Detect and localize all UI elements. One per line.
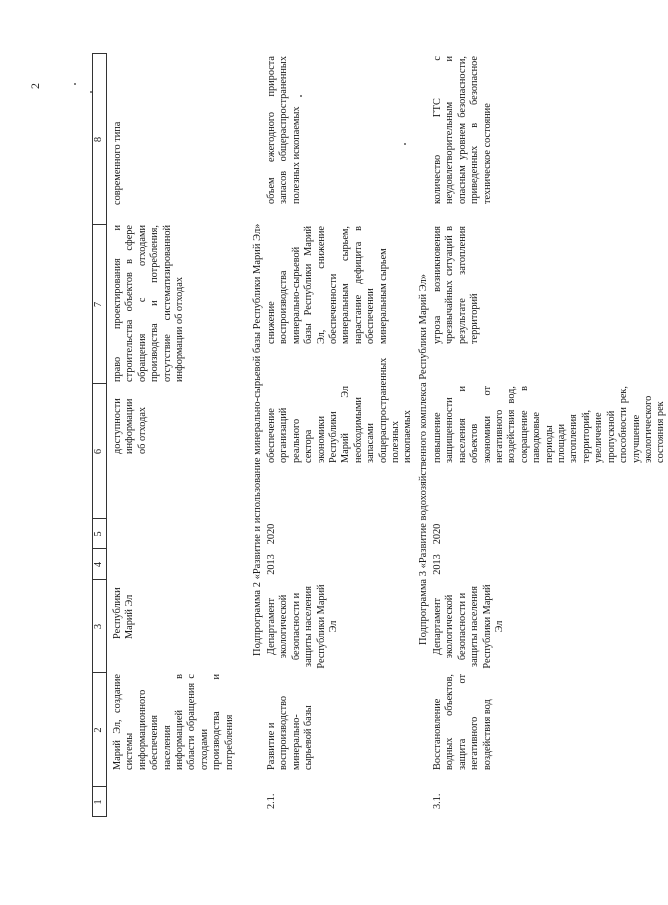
row-2-1-result: обеспечение организаций реального сектора экономики Республики Марий Эл необходимыми запасами общераспространенных полезных ископаемых: [266, 357, 414, 463]
row-3-1-number: 3.1.: [432, 793, 443, 809]
row-continuation-indicator: современного типа: [112, 121, 123, 205]
scan-speck: [90, 91, 92, 93]
column-header-4: 4: [93, 561, 104, 568]
row-2-1-indicator: объем ежегодного прироста запасов общераспространенных полезных ископаемых: [266, 56, 302, 204]
subprogram-3-heading: Подпрограмма 3 «Развитие водохозяйственного комплекса Республики Марий Эл»: [418, 273, 429, 645]
scan-speck: [74, 83, 76, 85]
column-header-1: 1: [93, 799, 104, 805]
column-header-8: 8: [93, 136, 104, 143]
header-bottom-border: [106, 53, 107, 817]
row-2-1-number: 2.1.: [266, 793, 277, 809]
column-header-6: 6: [93, 448, 104, 455]
row-2-1-executor: Департамент экологической безопасности и защиты населения Республики Марий Эл: [266, 584, 340, 669]
subprogram-2-heading: Подпрограмма 2 «Развитие и использование минерально-сырьевой базы Республики Марий Эл»: [252, 223, 263, 656]
page-number: 2: [28, 83, 42, 89]
column-header-2: 2: [93, 727, 104, 733]
scan-speck: [404, 143, 406, 145]
scan-speck: [300, 95, 302, 97]
row-2-1-start-year: 2013: [266, 554, 277, 575]
row-3-1-result: повышение защищенности населения и объектов экономики от негативного воздействия вод, сокращение в паводковые периоды площади затопления территорий, увеличение пропускной способности рек, улучшение экологического состояния рек: [432, 386, 667, 463]
row-continuation-result: доступности информации об отходах: [112, 398, 148, 454]
column-header-3: 3: [93, 623, 104, 630]
row-3-1-indicator: количество ГТС с неудовлетворительным и опасным уровнем безопасности, приведенных в безопасное техническое состояние: [432, 56, 493, 204]
row-3-1-end-year: 2020: [432, 523, 443, 545]
row-continuation-executor: Республики Марий Эл: [112, 587, 136, 639]
column-header-7: 7: [93, 301, 104, 308]
row-2-1-consequence: снижение воспроизводства минерально-сырьевой базы Республики Марий Эл, снижение обеспеченности минеральным сырьем, нарастание дефицита в обеспечении минеральным сырьем: [266, 226, 389, 344]
row-3-1-start-year: 2013: [432, 554, 443, 575]
row-continuation-consequence: право проектирования и строительства объектов в сфере обращения с отходами производства и потребления, отсутствие систематизированной информации об отходах: [112, 225, 186, 382]
row-2-1-end-year: 2020: [266, 523, 277, 545]
row-2-1-measure: Развитие и воспроизводство минерально-сырьевой базы: [266, 695, 315, 770]
column-header-5: 5: [93, 531, 104, 537]
row-continuation-measure: Марий Эл, создание системы информационного обеспечения населения информацией в области обращения с отходами производства и потребления: [112, 674, 235, 770]
row-3-1-measure: Восстановление водных объектов, защита от негативного воздействия вод: [432, 674, 493, 770]
row-3-1-executor: Департамент экологической безопасности и защиты населения Республики Марий Эл: [432, 584, 506, 669]
row-3-1-consequence: угроза возникновения чрезвычайных ситуаций в результате затопления территорий: [432, 226, 481, 344]
